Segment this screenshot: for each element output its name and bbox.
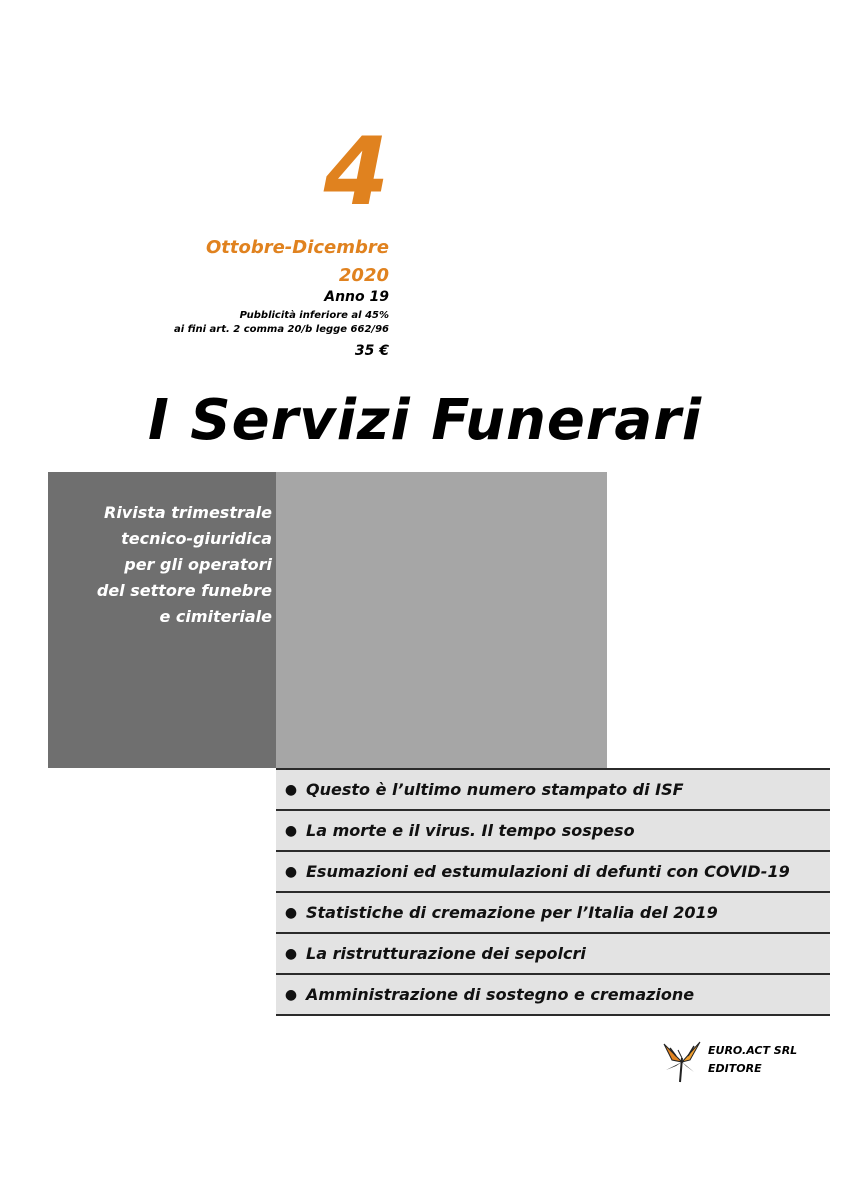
publisher-name-line: EURO.ACT SRL bbox=[708, 1044, 798, 1057]
contents-item bbox=[276, 768, 830, 809]
issue-period bbox=[206, 234, 389, 290]
contents-item bbox=[276, 809, 830, 850]
legal-notice-line: Pubblicità inferiore al 45% bbox=[239, 310, 389, 321]
bullet-icon: ● bbox=[284, 781, 298, 798]
contents-item bbox=[276, 973, 830, 1016]
subtitle-line: per gli operatori bbox=[124, 555, 272, 574]
publisher-name bbox=[708, 1042, 797, 1078]
issue-period-year: 2020 bbox=[338, 265, 389, 286]
subtitle-line: tecnico-giuridica bbox=[121, 529, 272, 548]
contents-item-label: Questo è l’ultimo numero stampato di ISF bbox=[306, 780, 684, 799]
bullet-icon: ● bbox=[284, 904, 298, 921]
legal-notice bbox=[174, 309, 389, 337]
contents-item-label: La ristrutturazione dei sepolcri bbox=[306, 944, 586, 963]
subtitle-line: e cimiteriale bbox=[159, 607, 272, 626]
issue-price: 35 € bbox=[354, 343, 389, 359]
contents-item bbox=[276, 850, 830, 891]
contents-item bbox=[276, 891, 830, 932]
publisher-logo bbox=[660, 1036, 810, 1086]
bullet-icon: ● bbox=[284, 986, 298, 1003]
contents-item bbox=[276, 932, 830, 973]
publisher-role-line: EDITORE bbox=[708, 1062, 762, 1075]
bullet-icon: ● bbox=[284, 945, 298, 962]
contents-item-label: Statistiche di cremazione per l’Italia del 2019 bbox=[306, 903, 718, 922]
cover-image-panel bbox=[276, 472, 607, 768]
contents-item-label: La morte e il virus. Il tempo sospeso bbox=[306, 821, 635, 840]
butterfly-icon bbox=[660, 1036, 704, 1084]
subtitle-panel bbox=[48, 472, 276, 768]
magazine-title: I Servizi Funerari bbox=[147, 388, 703, 453]
issue-number: 4 bbox=[323, 118, 389, 227]
issue-period-months: Ottobre-Dicembre bbox=[205, 237, 389, 258]
contents-item-label: Amministrazione di sostegno e cremazione bbox=[306, 985, 695, 1004]
bullet-icon: ● bbox=[284, 822, 298, 839]
subtitle-line: del settore funebre bbox=[96, 581, 272, 600]
bullet-icon: ● bbox=[284, 863, 298, 880]
volume-year: Anno 19 bbox=[324, 289, 389, 305]
table-of-contents bbox=[276, 768, 830, 1016]
legal-notice-line: ai fini art. 2 comma 20/b legge 662/96 bbox=[173, 324, 389, 335]
subtitle-line: Rivista trimestrale bbox=[104, 503, 272, 522]
contents-item-label: Esumazioni ed estumulazioni di defunti con COVID-19 bbox=[306, 862, 790, 881]
magazine-subtitle bbox=[97, 500, 272, 630]
